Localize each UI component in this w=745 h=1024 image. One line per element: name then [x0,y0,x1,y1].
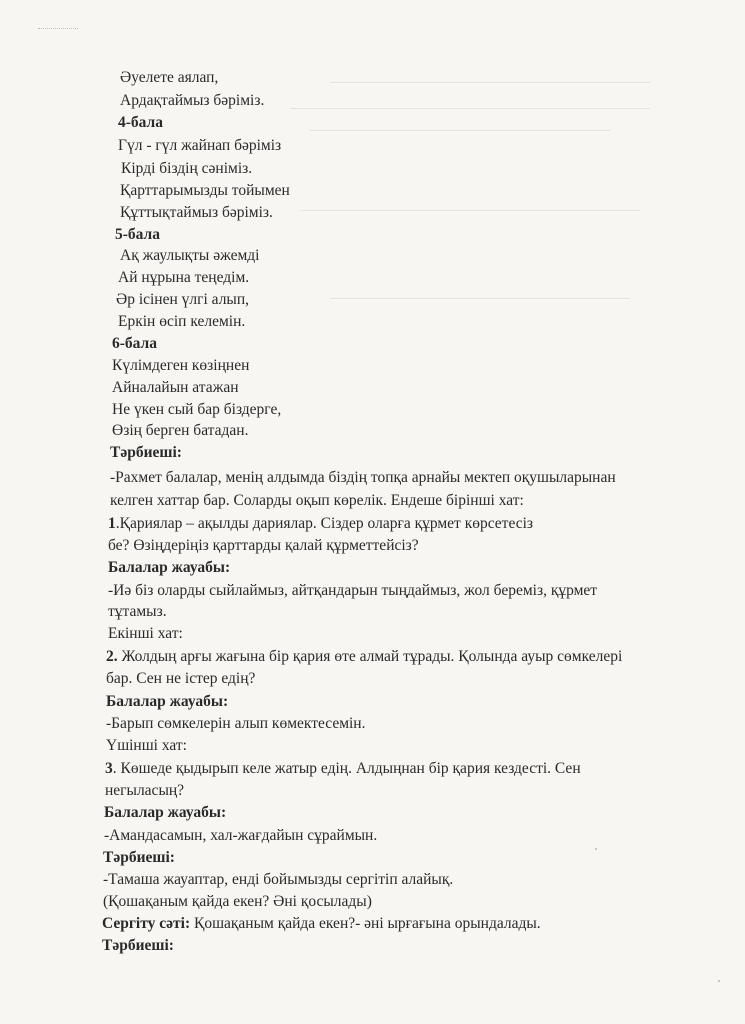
poem-line: Құттықтаймыз бәріміз. [120,204,273,221]
poem-line: Қарттарымызды тойымен [120,182,290,199]
poem-line: Әуелете аялап, [120,69,219,86]
answer-line: тұтамыз. [108,603,167,620]
teacher-heading: Тәрбиеші: [102,937,174,954]
answer-heading: Балалар жауабы: [106,693,229,710]
scan-artifact [330,82,650,83]
poem-line: Кірді біздің сәніміз. [121,160,253,177]
answer-line: -Амандасамын, хал-жағдайын сұраймын. [104,827,378,844]
answer-line: -Барып сөмкелерін алып көмектесемін. [106,715,366,732]
exercise-text: Қошақаным қайда екен?- әні ырғағына орындалады. [190,915,541,932]
poem-line: Ай нұрына теңедім. [118,269,250,286]
scan-artifact [290,108,650,109]
question-line [106,647,622,667]
question-line [105,759,581,779]
poem-line: Өзің берген батадан. [112,422,249,439]
poem-line: Ақ жаулықты әжемді [120,247,260,264]
exercise-label: Сергіту сәті: [102,915,191,932]
letter-label: Үшінші хат: [106,737,187,754]
question-number: 1 [108,515,116,532]
paragraph-line: -Тамаша жауаптар, енді бойымызды сергітіп алайық. [103,871,454,888]
poem-line: Күлімдеген көзіңнен [112,357,250,374]
teacher-heading: Тәрбиеші: [110,444,182,461]
question-text: . Көшеде қыдырып келе жатыр едің. Алдыңнан бір қария кездесті. Сен [112,760,581,777]
paragraph-line: (Қошақаным қайда екен? Әні қосылады) [103,893,372,910]
scan-artifact [330,298,630,299]
scan-corner-mark [38,28,78,33]
child6-heading: 6-бала [112,335,157,352]
poem-line: Айналайын атажан [112,379,239,396]
question-line [108,514,533,534]
paragraph-line: келген хаттар бар. Соларды оқып көрелік. Ендеше бірінші хат: [110,492,524,509]
question-number: 3 [105,760,113,777]
scan-speck [595,848,597,850]
poem-line: Ардақтаймыз бәріміз. [120,92,265,109]
answer-heading: Балалар жауабы: [104,804,227,821]
question-line: бе? Өзіңдеріңіз қарттарды қалай құрметтейсіз? [108,537,419,554]
poem-line: Еркін өсіп келемін. [118,313,246,330]
poem-line: Не үкен сый бар біздерге, [112,401,282,418]
scan-artifact [310,130,610,131]
question-line: негыласың? [105,782,185,799]
answer-heading: Балалар жауабы: [108,559,231,576]
question-number: 2. [106,648,118,665]
question-text: Жолдың арғы жағына бір қария өте алмай тұрады. Қолында ауыр сөмкелері [117,648,623,665]
question-line: бар. Сен не істер едің? [106,670,256,687]
question-text: .Қариялар – ақылды дариялар. Сіздер оларға құрмет көрсетесіз [115,515,534,532]
scan-artifact [300,210,640,211]
poem-line: Гүл - гүл жайнап бәріміз [118,137,282,154]
letter-label: Екінші хат: [108,625,183,642]
poem-line: Әр ісінен үлгі алып, [116,291,250,308]
answer-line: -Иә біз оларды сыйлаймыз, айтқандарын тыңдаймыз, жол береміз, құрмет [108,582,598,599]
paragraph-line: -Рахмет балалар, менің алдымда біздің топқа арнайы мектеп оқушыларынан [110,469,616,486]
exercise-line [102,914,541,934]
child5-heading: 5-бала [115,226,160,243]
child4-heading: 4-бала [118,114,163,131]
scan-speck [718,980,720,982]
teacher-heading: Тәрбиеші: [103,849,175,866]
